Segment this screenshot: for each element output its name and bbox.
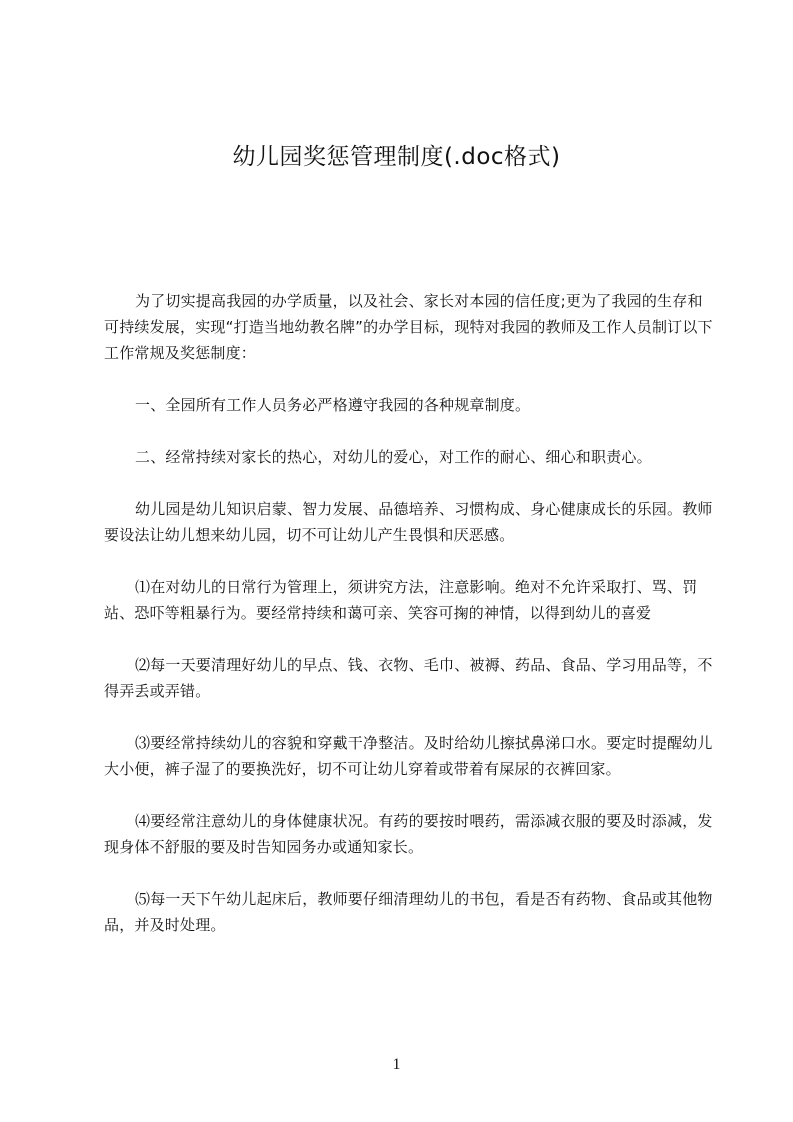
paragraph-spacer — [104, 548, 716, 574]
paragraph-spacer — [104, 366, 716, 392]
rule-two-paragraph: 二、经常持续对家长的热心，对幼儿的爱心，对工作的耐心、细心和职责心。 — [135, 448, 652, 466]
rule-one-paragraph: 一、全园所有工作人员务必严格遵守我园的各种规章制度。 — [135, 396, 531, 414]
paragraph-spacer — [104, 860, 716, 886]
intro-paragraph: 为了切实提高我园的办学质量，以及社会、家长对本园的信任度;更为了我园的生存和可持续发展，实现“打造当地幼教名牌”的办学目标，现特对我园的教师及工作人员制订以下工作常规及奖惩制度： — [104, 292, 713, 362]
belongings-paragraph: ⑵每一天要清理好幼儿的早点、钱、衣物、毛巾、被褥、药品、食品、学习用品等，不得弄丢或弄错。 — [104, 656, 713, 700]
paragraph-spacer — [104, 418, 716, 444]
document-title: 幼儿园奖惩管理制度(.doc格式) — [232, 144, 561, 170]
paragraph-spacer — [104, 626, 716, 652]
paragraph-spacer — [104, 704, 716, 730]
paragraph-spacer — [104, 782, 716, 808]
document-body — [104, 288, 716, 938]
kindergarten-purpose-paragraph: 幼儿园是幼儿知识启蒙、智力发展、品德培养、习惯构成、身心健康成长的乐园。教师要设法让幼儿想来幼儿园，切不可让幼儿产生畏惧和厌恶感。 — [104, 500, 713, 544]
health-paragraph: ⑷要经常注意幼儿的身体健康状况。有药的要按时喂药，需添减衣服的要及时添减，发现身体不舒服的要及时告知园务办或通知家长。 — [104, 812, 713, 856]
bag-check-paragraph: ⑸每一天下午幼儿起床后，教师要仔细清理幼儿的书包，看是否有药物、食品或其他物品，并及时处理。 — [104, 890, 713, 934]
behavior-management-paragraph: ⑴在对幼儿的日常行为管理上，须讲究方法，注意影响。绝对不允许采取打、骂、罚站、恐吓等粗暴行为。要经常持续和蔼可亲、笑容可掬的神情，以得到幼儿的喜爱 — [104, 578, 698, 622]
paragraph-spacer — [104, 470, 716, 496]
page-number: 1 — [392, 1056, 401, 1073]
hygiene-paragraph: ⑶要经常持续幼儿的容貌和穿戴干净整洁。及时给幼儿擦拭鼻涕口水。要定时提醒幼儿大小便，裤子湿了的要换洗好，切不可让幼儿穿着或带着有屎尿的衣裤回家。 — [104, 734, 713, 778]
